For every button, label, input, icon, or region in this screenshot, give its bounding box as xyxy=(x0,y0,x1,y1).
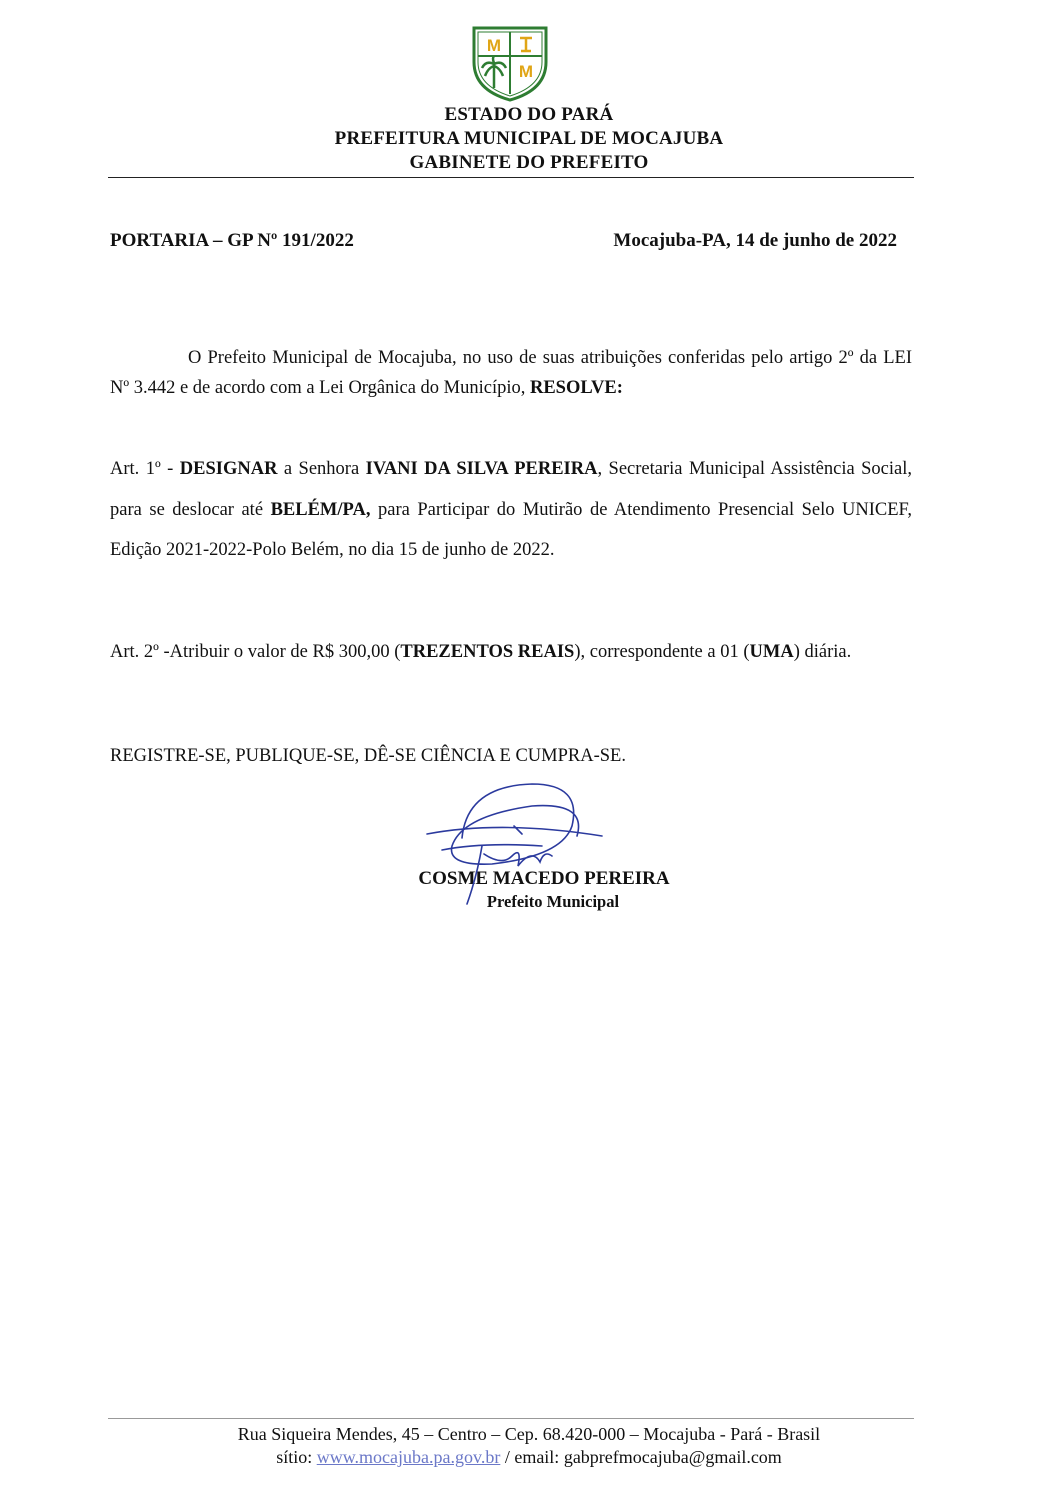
portaria-number: PORTARIA – GP Nº 191/2022 xyxy=(110,230,354,251)
art1-destination: BELÉM/PA, xyxy=(270,499,371,520)
art1-verb: DESIGNAR xyxy=(179,459,278,479)
crest-letter-bottom: M xyxy=(518,62,534,81)
header-divider xyxy=(108,177,914,178)
art1-text-2: , Secretaria Municipal Assistência Social, para se deslocar até xyxy=(110,459,912,520)
art2-value-words: TREZENTOS REAIS xyxy=(400,642,575,662)
art2-quantity: UMA xyxy=(749,642,794,662)
footer-email-label: / email: xyxy=(500,1447,564,1467)
footer-address: Rua Siqueira Mendes, 45 – Centro – Cep. 68.420-000 – Mocajuba - Pará - Brasil xyxy=(237,1424,821,1444)
closing-statement: REGISTRE-SE, PUBLIQUE-SE, DÊ-SE CIÊNCIA E CUMPRA-SE. xyxy=(110,746,626,766)
signatory-name: COSME MACEDO PEREIRA xyxy=(418,868,670,889)
crest-letter-top: M xyxy=(486,36,502,55)
handwritten-signature xyxy=(422,776,612,916)
art1-prefix: Art. 1º - xyxy=(110,459,180,479)
header-prefeitura: PREFEITURA MUNICIPAL DE MOCAJUBA xyxy=(334,128,724,149)
art2-prefix: Art. 2º -Atribuir o valor de R$ 300,00 ( xyxy=(110,642,401,662)
art1-person-name: IVANI DA SILVA PEREIRA xyxy=(365,459,598,479)
header-state: ESTADO DO PARÁ xyxy=(444,104,614,125)
art1-text-3: para Participar do Mutirão de Atendimento Presencial Selo UNICEF, Edição 2021-2022-Polo Belém, no dia 15 de junho de 2022. xyxy=(110,499,912,560)
preamble-paragraph xyxy=(110,343,912,403)
portaria-date: Mocajuba-PA, 14 de junho de 2022 xyxy=(613,230,897,251)
footer-site-link[interactable]: www.mocajuba.pa.gov.br xyxy=(316,1447,501,1467)
footer-email[interactable]: gabprefmocajuba@gmail.com xyxy=(563,1447,782,1467)
art1-text-1: a Senhora xyxy=(277,459,366,479)
footer-divider xyxy=(108,1418,914,1419)
preamble-resolve: RESOLVE: xyxy=(529,378,623,398)
article-2 xyxy=(110,634,912,671)
footer-site-label: sítio: xyxy=(276,1447,317,1467)
article-1 xyxy=(110,449,912,571)
signatory-title: Prefeito Municipal xyxy=(486,892,620,911)
art2-text-2: ) diária. xyxy=(793,642,852,662)
art2-text-1: ), correspondente a 01 ( xyxy=(574,642,750,662)
municipal-crest-logo xyxy=(468,22,552,102)
header-gabinete: GABINETE DO PREFEITO xyxy=(409,152,649,173)
footer-contacts xyxy=(0,1446,1058,1468)
preamble-text: O Prefeito Municipal de Mocajuba, no uso de suas atribuições conferidas pelo artigo 2º da LEI Nº 3.442 e de acordo com a Lei Orgânica do Município, xyxy=(110,348,912,398)
